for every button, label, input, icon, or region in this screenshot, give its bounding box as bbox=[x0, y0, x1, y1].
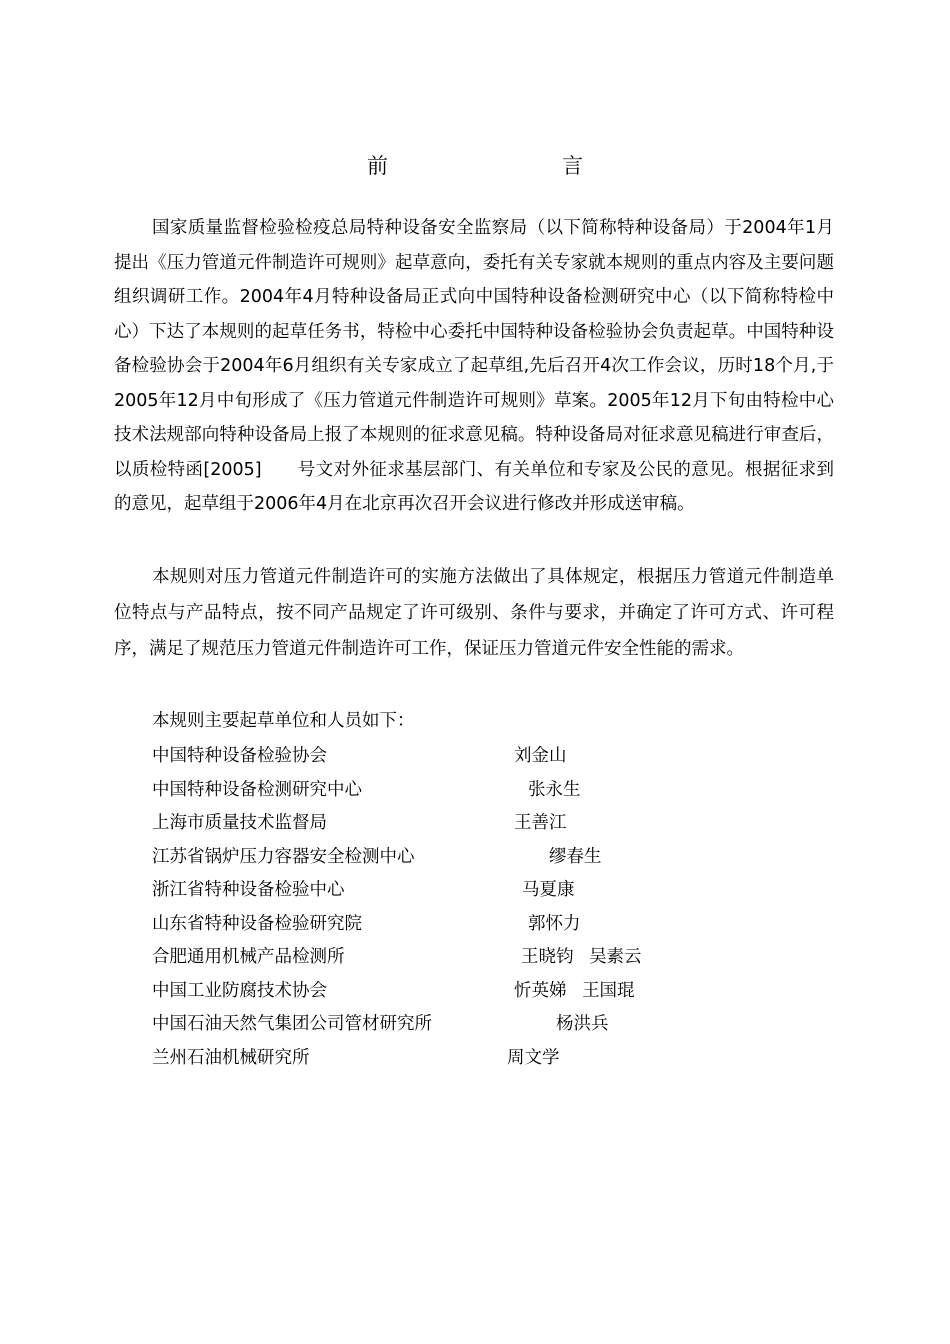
drafter-people: 王善江 bbox=[514, 813, 567, 833]
page-title: 前 言 bbox=[367, 154, 627, 178]
drafter-people: 郭怀力 bbox=[528, 913, 581, 934]
drafter-unit: 上海市质量技术监督局 bbox=[152, 813, 327, 833]
drafter-people: 马夏康 bbox=[522, 880, 575, 900]
paragraph-scope: 本规则对压力管道元件制造许可的实施方法做出了具体规定，根据压力管道元件制造单位特点与产品特点，按不同产品规定了许可级别、条件与要求，并确定了许可方式、许可程序，满足了规范压力管道元件制造许可工作，保证压力管道元件安全性能的需求。 bbox=[114, 567, 834, 659]
drafter-people: 刘金山 bbox=[514, 746, 567, 766]
drafter-unit: 浙江省特种设备检验中心 bbox=[152, 880, 345, 900]
drafter-row bbox=[152, 807, 712, 841]
drafter-row bbox=[152, 1042, 712, 1076]
drafter-unit: 兰州石油机械研究所 bbox=[152, 1047, 310, 1068]
drafter-people: 杨洪兵 bbox=[556, 1014, 609, 1034]
drafter-unit: 中国工业防腐技术协会 bbox=[152, 980, 327, 1001]
drafter-people: 忻英娣 王国琨 bbox=[514, 980, 635, 1001]
drafter-row bbox=[152, 740, 712, 774]
drafter-people: 缪春生 bbox=[549, 846, 602, 867]
drafter-people: 张永生 bbox=[528, 779, 581, 800]
drafter-people: 王晓钧 吴素云 bbox=[521, 947, 642, 967]
drafter-unit: 合肥通用机械产品检测所 bbox=[152, 947, 345, 967]
drafter-row bbox=[152, 841, 712, 875]
paragraph-background: 国家质量监督检验检疫总局特种设备安全监察局（以下简称特种设备局）于2004年1月提出《压力管道元件制造许可规则》起草意向，委托有关专家就本规则的重点内容及主要问题组织调研工作。2004年4月特种设备局正式向中国特种设备检测研究中心（以下简称特检中心）下达了本规则的起草任务书，特检中心委托中国特种设备检验协会负责起草。中国特种设备检验协会于2004年6月组织有关专家成立了起草组,先后召开4次工作会议，历时18个月,于2005年12月中旬形成了《压力管道元件制造许可规则》草案。2005年12月下旬由特检中心技术法规部向特种设备局上报了本规则的征求意见稿。特种设备局对征求意见稿进行审查后，以质检特函[2005] 号文对外征求基层部门、有关单位和专家及公民的意见。根据征求到的意见，起草组于2006年4月在北京再次召开会议进行修改并形成送审稿。 bbox=[114, 218, 834, 514]
drafter-row bbox=[152, 874, 712, 908]
drafter-row bbox=[152, 1008, 712, 1042]
drafter-unit: 江苏省锅炉压力容器安全检测中心 bbox=[152, 846, 415, 867]
drafter-unit: 中国特种设备检测研究中心 bbox=[152, 779, 362, 800]
drafter-row bbox=[152, 975, 712, 1009]
drafters-list bbox=[152, 740, 712, 1075]
drafter-row bbox=[152, 908, 712, 942]
drafter-unit: 山东省特种设备检验研究院 bbox=[152, 913, 362, 934]
drafter-people: 周文学 bbox=[507, 1047, 560, 1068]
drafter-unit: 中国特种设备检验协会 bbox=[152, 746, 327, 766]
drafter-row bbox=[152, 774, 712, 808]
drafter-row bbox=[152, 941, 712, 975]
drafter-unit: 中国石油天然气集团公司管材研究所 bbox=[152, 1014, 432, 1034]
drafters-intro: 本规则主要起草单位和人员如下： bbox=[152, 711, 415, 731]
